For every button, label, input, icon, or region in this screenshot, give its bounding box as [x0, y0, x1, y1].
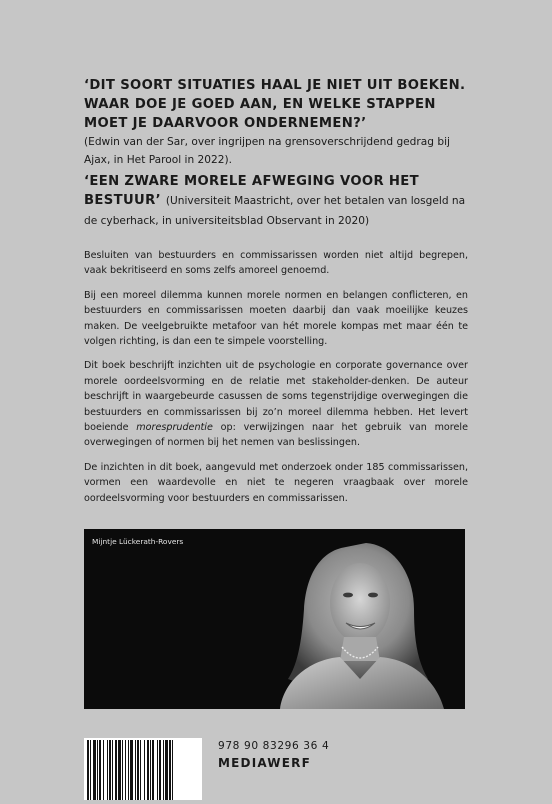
blurb-paragraph-4: De inzichten in dit boek, aangevuld met onderzoek onder 185 commissarissen, vormen een waardevolle en niet te negeren vraagbaak over morele oordeelsvorming voor bestuurders en commissarissen. [84, 461, 468, 504]
quote-block-2 [84, 172, 474, 231]
quote-2-source: (Universiteit Maastricht, over het betalen van losgeld na de cyberhack, in universiteitsblad Observant in 2020) [84, 195, 466, 227]
blurb [84, 248, 468, 515]
quote-2-title: ‘EEN ZWARE MORELE AFWEGING VOOR HET BESTUUR’ [84, 174, 420, 208]
quote-block-1 [84, 76, 468, 169]
blurb-paragraph-2: Bij een moreel dilemma kunnen morele normen en belangen conflicteren, en bestuurders en commissarissen moeten daarbij dan vaak moeilijke keuzes maken. De veelgebruikte metafoor van hét morele kompas met maar één te volgen richting, is dan een te simpele voorstelling. [84, 289, 468, 348]
barcode [84, 738, 202, 800]
blurb-paragraph-3-part-b: op: verwijzingen naar het gebruik van morele overwegingen of normen bij het nemen van beslissingen. [84, 422, 468, 449]
barcode-icon [84, 738, 202, 800]
quote-1-title: ‘DIT SOORT SITUATIES HAAL JE NIET UIT BOEKEN. WAAR DOE JE GOED AAN, EN WELKE STAPPEN MOET JE DAARVOOR ONDERNEMEN?’ [84, 78, 466, 131]
blurb-paragraph-3 [84, 358, 468, 450]
blurb-paragraph-3-part-a: Dit boek beschrijft inzichten uit de psychologie en corporate governance over morele oordeelsvorming en de relatie met stakeholder-denken. De auteur beschrijft in waargebeurde casussen de soms tegenstrijdige overwegingen die bestuurders en commissarissen bij zo’n moreel dilemma hebben. Het levert boeiende [84, 360, 468, 434]
quote-2-text [84, 172, 474, 231]
photo-caption: Mijntje Lückerath-Rovers [92, 537, 184, 546]
quote-1-source: (Edwin van der Sar, over ingrijpen na grensoverschrijdend gedrag bij Ajax, in Het Parool in 2022). [84, 136, 450, 166]
blurb-paragraph-1: Besluiten van bestuurders en commissarissen worden niet altijd begrepen, vaak bekritiseerd en soms zelfs amoreel genoemd. [84, 250, 468, 277]
isbn-number: 978 90 83296 36 4 [218, 740, 330, 752]
publisher-name: MEDIAWERF [218, 756, 311, 770]
author-portrait-image [84, 529, 465, 709]
author-photo [84, 529, 465, 709]
blurb-emphasis: moresprudentie [136, 422, 213, 434]
